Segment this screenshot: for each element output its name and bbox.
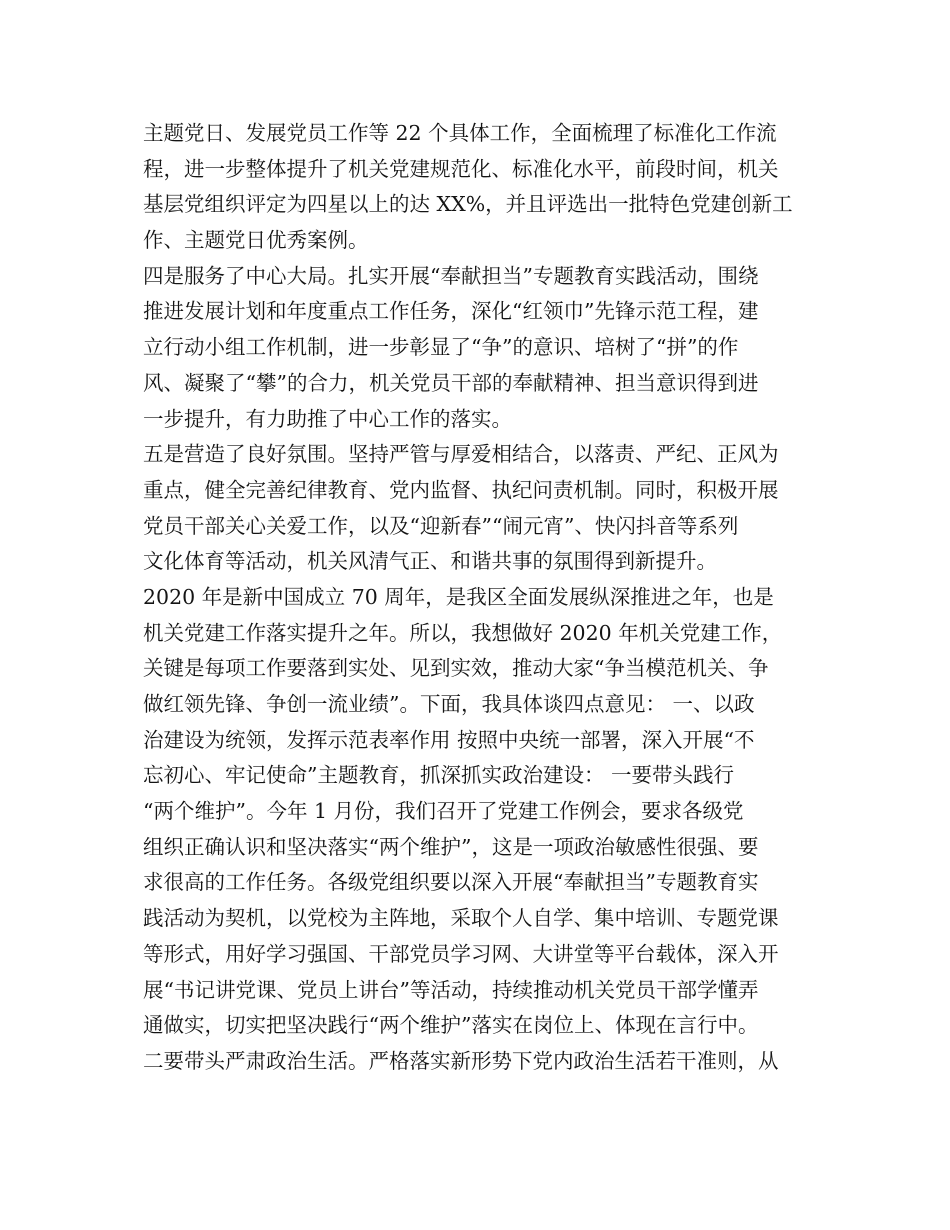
text-line: “两个维护”。今年 1 月份，我们召开了党建工作例会，要求各级党 — [143, 799, 744, 824]
body-text — [143, 116, 823, 1080]
text-line: 做红领先锋、争创一流业绩”。下面，我具体谈四点意见： 一、以政 — [143, 692, 755, 716]
text-line: 忘初心、牢记使命”主题教育，抓深抓实政治建设： 一要带头践行 — [143, 763, 734, 788]
text-line: 主题党日、发展党员工作等 22 个具体工作，全面梳理了标准化工作流 — [143, 121, 777, 145]
text-line: 求很高的工作任务。各级党组织要以深入开展“奉献担当”专题教育实 — [143, 870, 759, 895]
text-line: 二要带头严肃政治生活。严格落实新形势下党内政治生活若干准则，从 — [143, 1048, 779, 1073]
text-line: 展“书记讲党课、党员上讲台”等活动，持续推动机关党员干部学懂弄 — [143, 977, 759, 1002]
text-line: 推进发展计划和年度重点工作任务，深化“红领巾”先锋示范工程，建 — [143, 299, 759, 324]
text-line: 重点，健全完善纪律教育、党内监督、执纪问责机制。同时，积极开展 — [143, 477, 779, 502]
text-line: 立行动小组工作机制，进一步彰显了“争”的意识、培树了“拼”的作 — [143, 335, 739, 360]
text-line: 践活动为契机，以党校为主阵地，采取个人自学、集中培训、专题党课 — [143, 906, 779, 931]
text-line: 组织正确认识和坚决落实“两个维护”，这是一项政治敏感性很强、要 — [143, 834, 759, 859]
text-line: 等形式，用好学习强国、干部党员学习网、大讲堂等平台载体，深入开 — [143, 941, 779, 966]
text-line: 基层党组织评定为四星以上的达 XX%，并且评选出一批特色党建创新工 — [143, 192, 793, 217]
text-line: 一步提升，有力助推了中心工作的落实。 — [143, 406, 512, 431]
text-line: 通做实，切实把坚决践行“两个维护”落实在岗位上、体现在言行中。 — [143, 1013, 759, 1038]
text-line: 机关党建工作落实提升之年。所以，我想做好 2020 年机关党建工作， — [143, 620, 783, 645]
text-line: 2020 年是新中国成立 70 周年，是我区全面发展纵深推进之年，也是 — [143, 584, 774, 609]
text-line: 程，进一步整体提升了机关党建规范化、标准化水平，前段时间，机关 — [143, 156, 779, 181]
text-line: 作、主题党日优秀案例。 — [143, 228, 369, 253]
text-line: 治建设为统领，发挥示范表率作用 按照中央统一部署，深入开展“不 — [143, 727, 755, 752]
text-line: 关键是每项工作要落到实处、见到实效，推动大家“争当模范机关、争 — [143, 656, 769, 681]
text-line: 风、凝聚了“攀”的合力，机关党员干部的奉献精神、担当意识得到进 — [143, 370, 759, 395]
text-line: 五是营造了良好氛围。坚持严管与厚爱相结合，以落责、严纪、正风为 — [143, 442, 779, 467]
text-line: 党员干部关心关爱工作，以及“迎新春”“闹元宵”、快闪抖音等系列 — [143, 513, 739, 538]
text-line: 文化体育等活动，机关风清气正、和谐共事的氛围得到新提升。 — [143, 549, 717, 574]
text-line: 四是服务了中心大局。扎实开展“奉献担当”专题教育实践活动，围绕 — [143, 263, 759, 288]
